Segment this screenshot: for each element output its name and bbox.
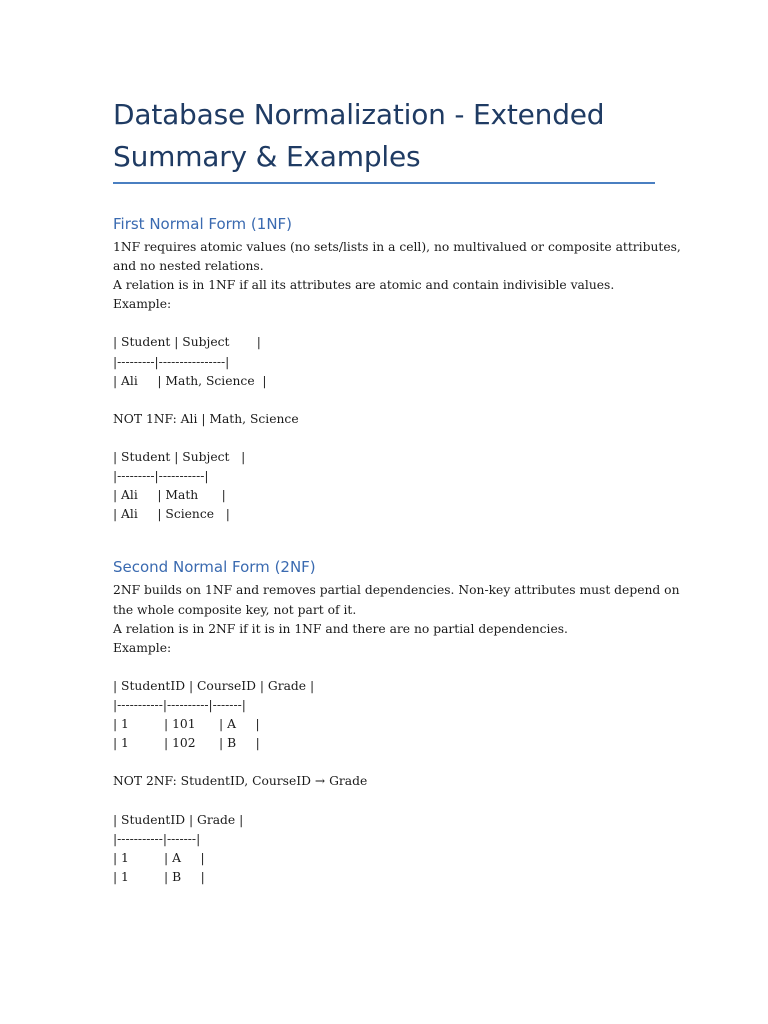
text-line: | Ali | Math | xyxy=(113,488,226,503)
text-line xyxy=(113,753,655,772)
text-line: A relation is in 2NF if it is in 1NF and there are no partial dependencies. xyxy=(113,621,568,636)
text-line: | Student | Subject | xyxy=(113,335,261,350)
text-line: | Ali | Math, Science | xyxy=(113,373,267,388)
section-heading-1nf: First Normal Form (1NF) xyxy=(113,215,293,233)
text-line: Example: xyxy=(113,640,172,655)
section-body-2nf xyxy=(113,581,680,887)
document-page xyxy=(113,94,681,887)
text-line: and no nested relations. xyxy=(113,259,264,274)
document-title xyxy=(113,94,655,178)
text-line xyxy=(113,791,655,810)
text-line: NOT 2NF: StudentID, CourseID → Grade xyxy=(113,774,368,789)
text-line: |---------|----------------| xyxy=(113,354,230,369)
text-line: | Ali | Science | xyxy=(113,507,230,522)
text-line: | 1 | 101 | A | xyxy=(113,717,260,732)
title-line-2: Summary & Examples xyxy=(113,140,421,173)
text-line xyxy=(113,314,655,333)
text-line: |-----------|-------| xyxy=(113,831,201,846)
title-line-1: Database Normalization - Extended xyxy=(113,98,605,131)
text-line: the whole composite key, not part of it. xyxy=(113,602,357,617)
section-body-1nf xyxy=(113,238,681,524)
text-line: | 1 | A | xyxy=(113,850,205,865)
text-line xyxy=(113,391,655,410)
text-line: NOT 1NF: Ali | Math, Science xyxy=(113,411,299,426)
text-line: |---------|-----------| xyxy=(113,469,209,484)
title-divider xyxy=(113,182,655,184)
text-line xyxy=(113,429,655,448)
text-line: A relation is in 1NF if all its attributes are atomic and contain indivisible values. xyxy=(113,278,615,293)
text-line: Example: xyxy=(113,297,172,312)
text-line: |-----------|----------|-------| xyxy=(113,697,246,712)
text-line: | Student | Subject | xyxy=(113,450,246,465)
text-line: | StudentID | Grade | xyxy=(113,812,244,827)
text-line xyxy=(113,658,655,677)
text-line: 1NF requires atomic values (no sets/lists in a cell), no multivalued or composite attributes, xyxy=(113,240,681,254)
text-line: | StudentID | CourseID | Grade | xyxy=(113,678,315,693)
text-line: | 1 | B | xyxy=(113,869,205,884)
section-heading-2nf: Second Normal Form (2NF) xyxy=(113,558,316,577)
text-line: | 1 | 102 | B | xyxy=(113,736,260,751)
text-line: 2NF builds on 1NF and removes partial dependencies. Non-key attributes must depend on xyxy=(113,583,680,598)
